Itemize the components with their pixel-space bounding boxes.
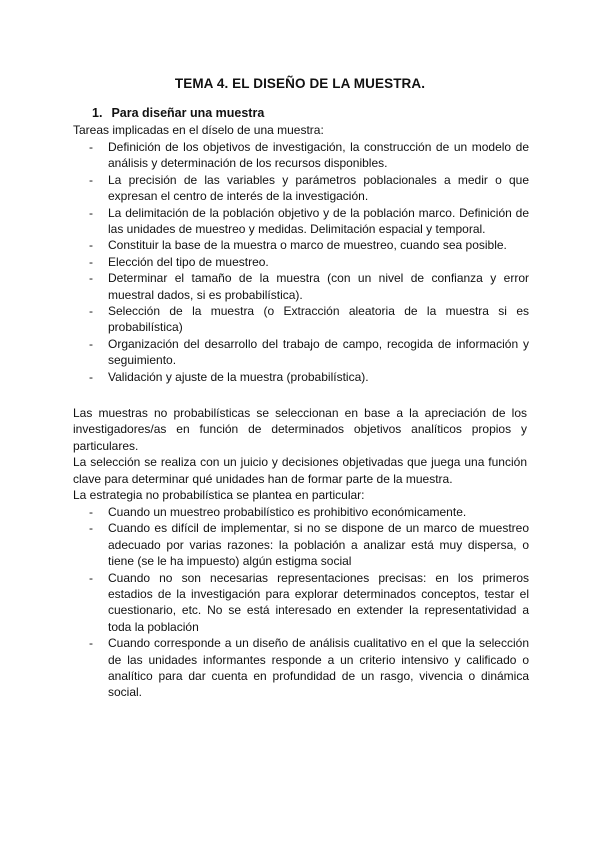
section-intro: Tareas implicadas en el díselo de una muestra: (73, 123, 324, 137)
paragraph: La selección se realiza con un juicio y decisiones objetivadas que juega una función clave para determinar qué unidades han de formar parte de la muestra. (73, 455, 527, 486)
page-title: TEMA 4. EL DISEÑO DE LA MUESTRA. (174, 76, 426, 91)
list-item: - Selección de la muestra (o Extracción aleatoria de la muestra si es probabilística) (89, 303, 529, 336)
list-item: - Validación y ajuste de la muestra (probabilística). (89, 369, 529, 385)
list-item: - Constituir la base de la muestra o marco de muestreo, cuando sea posible. (89, 237, 529, 253)
case-list (89, 504, 529, 701)
list-item: - La delimitación de la población objetivo y de la población marco. Definición de las unidades de muestreo y medidas. Delimitación espacial y temporal. (89, 205, 529, 238)
list-item: - Determinar el tamaño de la muestra (con un nivel de confianza y error muestral dados, si es probabilística). (89, 270, 529, 303)
list-item: - La precisión de las variables y parámetros poblacionales a medir o que expresan el centro de interés de la investigación. (89, 172, 529, 205)
paragraph: La estrategia no probabilística se plantea en particular: (73, 488, 365, 503)
section-title: Para diseñar una muestra (111, 106, 265, 120)
list-item: - Organización del desarrollo del trabajo de campo, recogida de información y seguimiento. (89, 336, 529, 369)
list-item: - Elección del tipo de muestreo. (89, 254, 529, 270)
section-heading (92, 106, 264, 120)
list-item: - Cuando un muestreo probabilístico es prohibitivo económicamente. (89, 504, 529, 520)
section-number: 1. (92, 106, 103, 120)
body-text (73, 405, 527, 503)
list-item: - Cuando corresponde a un diseño de análisis cualitativo en el que la selección de las unidades informantes responde a un criterio intensivo y calificado o analítico para dar cuenta en profundidad de un rasgo, vivencia o dinámica social. (89, 635, 529, 701)
task-list (89, 139, 529, 385)
paragraph: Las muestras no probabilísticas se seleccionan en base a la apreciación de los investigadores/as en función de determinados objetivos analíticos propios y particulares. (73, 406, 527, 453)
list-item: - Cuando es difícil de implementar, si no se dispone de un marco de muestreo adecuado por varias razones: la población a analizar está muy dispersa, o tiene (se le ha impuesto) algún estigma social (89, 520, 529, 569)
list-item: - Cuando no son necesarias representaciones precisas: en los primeros estadios de la investigación para explorar determinados conceptos, testar el cuestionario, etc. No se está interesado en extender la representatividad a toda la población (89, 570, 529, 636)
list-item: - Definición de los objetivos de investigación, la construcción de un modelo de análisis y determinación de los recursos disponibles. (89, 139, 529, 172)
